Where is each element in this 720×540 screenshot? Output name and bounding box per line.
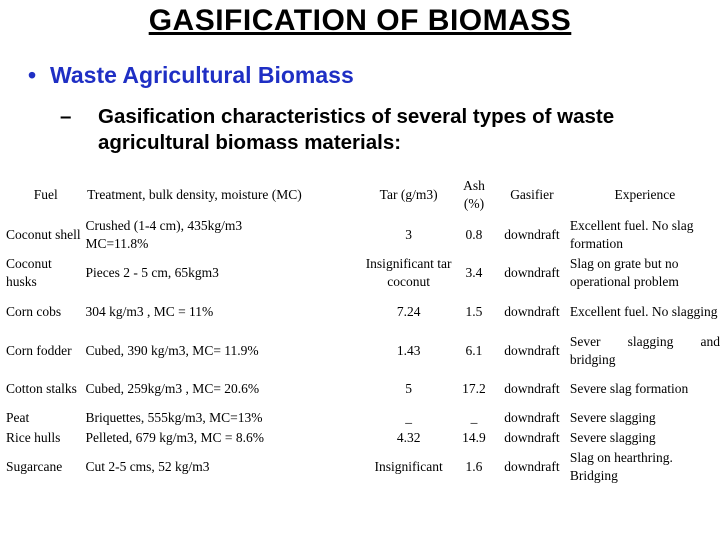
cell-ash: 6.1 [465, 343, 483, 358]
cell-treatment: Briquettes, 555kg/m3, MC=13% [85, 410, 263, 425]
cell-treatment: Crushed (1-4 cm), 435kg/m3 MC=11.8% [85, 218, 243, 251]
cell-experience: Excellent fuel. No slagging [569, 304, 718, 319]
cell-treatment: Pieces 2 - 5 cm, 65kgm3 [85, 265, 219, 280]
main-bullet-text: Waste Agricultural Biomass [50, 62, 354, 88]
header-ash: Ash (%) [463, 178, 485, 211]
header-fuel: Fuel [33, 187, 58, 202]
cell-tar: 5 [405, 381, 412, 396]
sub-bullet-text: Gasification characteristics of several types of waste agricultural biomass materials: [98, 105, 615, 154]
table-row [6, 254, 720, 292]
cell-ash: 3.4 [465, 265, 483, 280]
cell-treatment: 304 kg/m3 , MC = 11% [85, 304, 214, 319]
slide-title: GASIFICATION OF BIOMASS [148, 4, 572, 37]
cell-gasifier: downdraft [504, 410, 560, 425]
bullet-dot: • [28, 62, 37, 88]
cell-fuel: Coconut shell [6, 227, 81, 242]
cell-ash: 1.6 [465, 459, 483, 474]
cell-tar: 1.43 [396, 343, 421, 358]
cell-ash: 17.2 [462, 381, 486, 396]
cell-experience: Severe slag formation [569, 381, 689, 396]
cell-fuel: Cotton stalks [6, 381, 77, 396]
main-bullet [28, 62, 354, 89]
cell-gasifier: downdraft [504, 381, 560, 396]
cell-gasifier: downdraft [504, 430, 560, 445]
cell-gasifier: downdraft [504, 227, 560, 242]
cell-tar: Insignificant tar coconut [365, 256, 452, 289]
sub-bullet-dash: – [60, 105, 72, 128]
cell-gasifier: downdraft [504, 265, 560, 280]
cell-ash: 14.9 [462, 430, 486, 445]
cell-ash: 0.8 [465, 227, 483, 242]
cell-tar: 7.24 [396, 304, 421, 319]
cell-ash: 1.5 [465, 304, 483, 319]
header-experience: Experience [614, 187, 676, 202]
gasification-table [6, 174, 720, 486]
cell-experience: Slag on grate but no operational problem [569, 256, 679, 289]
cell-tar: Insignificant [374, 459, 443, 474]
cell-fuel: Sugarcane [6, 459, 63, 474]
cell-experience: Sever slagging and bridging [569, 334, 720, 367]
cell-fuel: Peat [6, 410, 30, 425]
table-row [6, 292, 720, 332]
cell-treatment: Cubed, 390 kg/m3, MC= 11.9% [85, 343, 259, 358]
table-row [6, 332, 720, 370]
cell-experience: Severe slagging [569, 430, 656, 445]
cell-experience: Slag on hearthring. Bridging [569, 450, 673, 483]
cell-treatment: Cubed, 259kg/m3 , MC= 20.6% [85, 381, 260, 396]
table-row [6, 370, 720, 408]
table-row [6, 216, 720, 254]
cell-tar: _ [405, 410, 412, 425]
cell-fuel: Coconut husks [6, 256, 52, 289]
table-header-row [6, 174, 720, 216]
table-row [6, 428, 720, 448]
cell-ash: _ [470, 410, 478, 425]
cell-fuel: Corn fodder [6, 343, 72, 358]
cell-experience: Excellent fuel. No slag formation [569, 218, 694, 251]
header-treatment: Treatment, bulk density, moisture (MC) [87, 187, 302, 202]
cell-fuel: Rice hulls [6, 430, 61, 445]
cell-gasifier: downdraft [504, 343, 560, 358]
cell-gasifier: downdraft [504, 304, 560, 319]
header-gasifier: Gasifier [510, 187, 554, 202]
table-row [6, 408, 720, 428]
cell-experience: Severe slagging [569, 410, 656, 425]
cell-fuel: Corn cobs [6, 304, 62, 319]
table-row [6, 448, 720, 486]
header-tar: Tar (g/m3) [379, 187, 438, 202]
cell-treatment: Cut 2-5 cms, 52 kg/m3 [85, 459, 210, 474]
cell-tar: 4.32 [396, 430, 421, 445]
cell-tar: 3 [405, 227, 412, 242]
cell-gasifier: downdraft [504, 459, 560, 474]
cell-treatment: Pelleted, 679 kg/m3, MC = 8.6% [85, 430, 265, 445]
